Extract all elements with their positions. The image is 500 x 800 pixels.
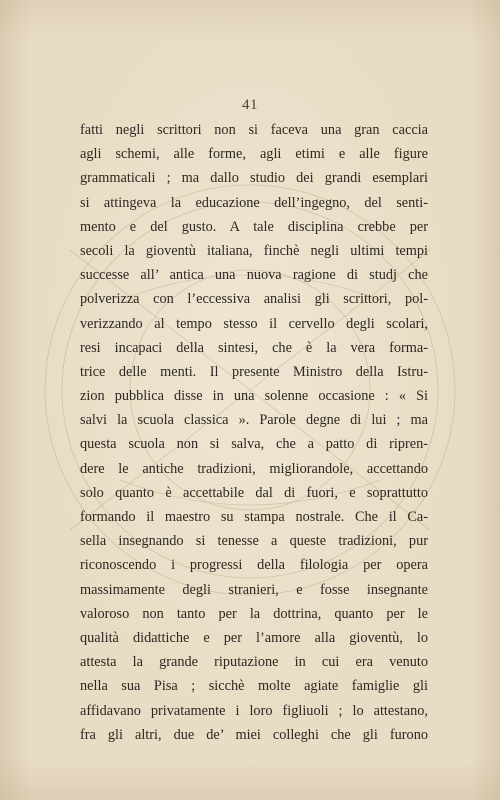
text-line: agli schemi, alle forme, agli etimi e alle figure xyxy=(80,146,428,163)
text-line: attesta la grande riputazione in cui era venuto xyxy=(80,654,428,671)
text-line: fra gli altri, due de’ miei colleghi che gli furono xyxy=(80,726,428,743)
text-line: nella sua Pisa ; sicchè molte agiate famiglie gli xyxy=(80,678,428,695)
text-line: affidavano privatamente i loro figliuoli ; lo attestano, xyxy=(80,702,428,719)
text-line: trice delle menti. Il presente Ministro della Istru- xyxy=(80,363,428,380)
page-number: 41 xyxy=(242,97,258,113)
text-line: zion pubblica disse in una solenne occasione : « Si xyxy=(80,388,428,405)
text-line: verizzando al tempo stesso il cervello degli scolari, xyxy=(80,315,428,332)
body-text xyxy=(80,118,428,747)
text-line: salvi la scuola classica ». Parole degne di lui ; ma xyxy=(80,412,428,429)
text-line: grammaticali ; ma dallo studio dei grandi esemplari xyxy=(80,170,428,187)
text-line: massimamente degli stranieri, e fosse insegnante xyxy=(80,581,428,598)
text-line: polverizza con l’eccessiva analisi gli scrittori, pol- xyxy=(80,291,428,308)
text-line: fatti negli scrittori non si faceva una gran caccia xyxy=(80,122,428,138)
text-line: valoroso non tanto per la dottrina, quanto per le xyxy=(80,605,428,622)
text-line: si attingeva la educazione dell’ingegno, del senti- xyxy=(80,194,428,211)
text-line: resi incapaci della sintesi, che è la vera forma- xyxy=(80,339,428,356)
text-line: qualità didattiche e per l’amore alla gioventù, lo xyxy=(80,629,428,646)
text-line: solo quanto è accettabile dal di fuori, e soprattutto xyxy=(80,484,428,501)
text-line: secoli la gioventù italiana, finchè negli ultimi tempi xyxy=(80,242,428,259)
text-line: successe all’ antica una nuova ragione di studj che xyxy=(80,267,428,284)
text-line: dere le antiche tradizioni, migliorandole, accettando xyxy=(80,460,428,477)
text-line: mento e del gusto. A tale disciplina crebbe per xyxy=(80,218,428,235)
text-line: questa scuola non si salva, che a patto di ripren- xyxy=(80,436,428,453)
text-line: riconoscendo i progressi della filologia per opera xyxy=(80,557,428,574)
text-line: formando il maestro su stampa nostrale. Che il Ca- xyxy=(80,509,428,525)
text-line: sella insegnando si tenesse a queste tradizioni, pur xyxy=(80,533,428,550)
